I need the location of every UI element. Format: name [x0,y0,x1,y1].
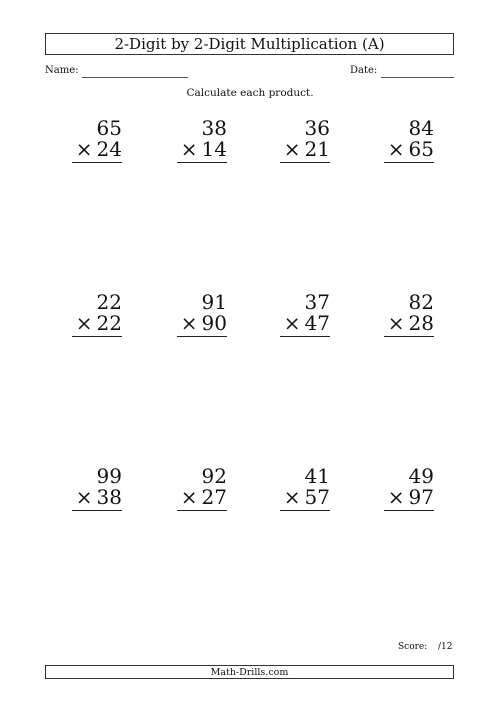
problem-8 [380,292,434,337]
multiplier-row [68,139,122,160]
multiplier-row [380,487,434,508]
answer-line [72,336,122,337]
answer-line [280,336,330,337]
multiplier: 90 [201,311,227,335]
multiplier-row [380,139,434,160]
multiplier: 38 [96,485,122,509]
multiplier-row [380,313,434,334]
worksheet-title-box [45,33,454,55]
date-line [381,77,454,78]
multiplier: 22 [96,311,122,335]
problem-2 [173,118,227,163]
problem-12 [380,466,434,511]
answer-line [72,162,122,163]
multiplicand: 91 [201,290,227,314]
answer-line [280,162,330,163]
score-total: /12 [438,642,453,652]
multiplicand: 99 [96,464,122,488]
times-sign: × [283,485,301,509]
times-sign: × [387,311,405,335]
multiplier-row [276,313,330,334]
multiplicand: 36 [304,116,330,140]
score-label: Score: [398,642,428,652]
answer-line [177,510,227,511]
multiplier: 27 [201,485,227,509]
answer-line [72,510,122,511]
answer-line [384,162,434,163]
name-label: Name: [45,65,79,76]
answer-line [177,336,227,337]
times-sign: × [180,137,198,161]
date-label: Date: [350,65,378,76]
multiplier: 57 [304,485,330,509]
times-sign: × [75,485,93,509]
multiplier-row [276,487,330,508]
multiplier-row [173,313,227,334]
answer-line [384,510,434,511]
times-sign: × [283,137,301,161]
multiplicand: 37 [304,290,330,314]
problem-9 [68,466,122,511]
answer-line [280,510,330,511]
multiplicand: 38 [201,116,227,140]
worksheet-title: 2-Digit by 2-Digit Multiplication (A) [114,35,385,53]
problem-5 [68,292,122,337]
multiplier: 14 [201,137,227,161]
problem-10 [173,466,227,511]
multiplier-row [68,313,122,334]
multiplier-row [173,139,227,160]
multiplier: 24 [96,137,122,161]
multiplier: 47 [304,311,330,335]
problem-7 [276,292,330,337]
footer-text: Math-Drills.com [210,666,289,678]
problem-11 [276,466,330,511]
multiplier-row [276,139,330,160]
footer-box [45,665,454,679]
multiplicand: 49 [408,464,434,488]
answer-line [384,336,434,337]
times-sign: × [180,485,198,509]
answer-line [177,162,227,163]
problem-3 [276,118,330,163]
name-line [82,77,188,78]
problem-6 [173,292,227,337]
multiplier: 97 [408,485,434,509]
times-sign: × [180,311,198,335]
times-sign: × [75,311,93,335]
multiplicand: 84 [408,116,434,140]
multiplier-row [68,487,122,508]
multiplier: 28 [408,311,434,335]
times-sign: × [387,485,405,509]
problem-4 [380,118,434,163]
problem-1 [68,118,122,163]
multiplier: 65 [408,137,434,161]
instructions: Calculate each product. [186,87,314,99]
multiplicand: 92 [201,464,227,488]
times-sign: × [283,311,301,335]
multiplicand: 22 [96,290,122,314]
multiplicand: 65 [96,116,122,140]
multiplier: 21 [304,137,330,161]
multiplicand: 82 [408,290,434,314]
multiplier-row [173,487,227,508]
multiplicand: 41 [304,464,330,488]
times-sign: × [75,137,93,161]
times-sign: × [387,137,405,161]
